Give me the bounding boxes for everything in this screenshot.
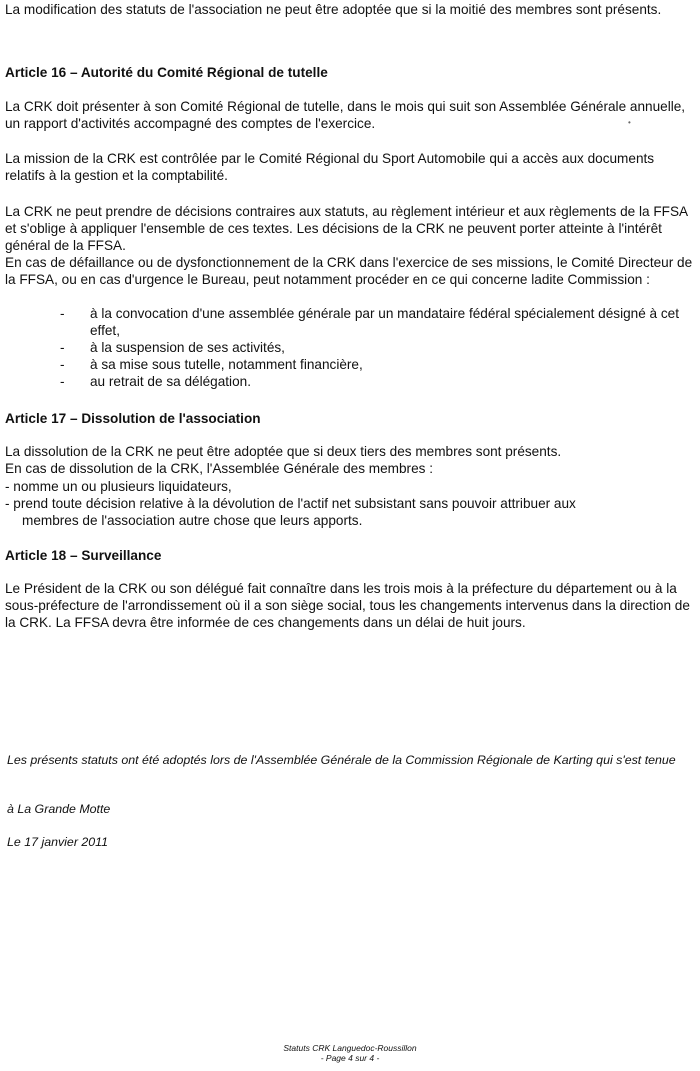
adoption-statement: Les présents statuts ont été adoptés lors de l'Assemblée Générale de la Commission Régionale de Karting qui s'est tenue: [7, 753, 676, 767]
article-16-measures-list: [60, 305, 690, 390]
adoption-date: Le 17 janvier 2011: [7, 835, 109, 849]
article-17-title: Article 17 – Dissolution de l'association: [5, 411, 261, 426]
intro-paragraph: La modification des statuts de l'association ne peut être adoptée que si la moitié des membres sont présents.: [5, 2, 662, 17]
adoption-place: à La Grande Motte: [7, 802, 111, 816]
list-item: - à la convocation d'une assemblée générale par un mandataire fédéral spécialement désigné à cet effet,: [60, 306, 680, 338]
article-16-paragraph-4: En cas de défaillance ou de dysfonctionnement de la CRK dans l'exercice de ses missions, le Comité Directeur de la FFSA, ou en cas d'urgence le Bureau, peut notamment procéder en ce qui concerne ladite Commission :: [5, 255, 693, 287]
article-16-title: Article 16 – Autorité du Comité Régional de tutelle: [5, 65, 328, 80]
article-18-paragraph: Le Président de la CRK ou son délégué fait connaître dans les trois mois à la préfecture du département ou à la sous-préfecture de l'arrondissement où il a son siège social, tous les changements intervenus dans la direction de la CRK. La FFSA devra être informée de ces changements dans un délai de huit jours.: [5, 581, 690, 630]
article-17-list: [5, 478, 695, 529]
article-17-paragraph-2: En cas de dissolution de la CRK, l'Assemblée Générale des membres :: [5, 461, 433, 476]
article-16-paragraph-3: La CRK ne peut prendre de décisions contraires aux statuts, au règlement intérieur et aux règlements de la FFSA et s'oblige à appliquer l'ensemble de ces textes. Les décisions de la CRK ne peuvent porter atteinte à l'intérêt général de la FFSA.: [5, 204, 688, 253]
article-16-paragraph-2: La mission de la CRK est contrôlée par le Comité Régional du Sport Automobile qui a accès aux documents relatifs à la gestion et la comptabilité.: [5, 151, 655, 183]
page-footer: [0, 1043, 700, 1063]
scan-speck-icon: •: [628, 118, 631, 127]
list-item: - à la suspension de ses activités,: [60, 340, 285, 355]
footer-document-title: Statuts CRK Languedoc-Roussillon: [283, 1043, 417, 1053]
list-item: - nomme un ou plusieurs liquidateurs,: [5, 479, 232, 494]
list-item: - prend toute décision relative à la dévolution de l'actif net subsistant sans pouvoir attribuer aux membres de l'association autre chose que leurs apports.: [5, 496, 576, 528]
footer-page-number: - Page 4 sur 4 -: [320, 1053, 380, 1063]
list-item: - à sa mise sous tutelle, notamment financière,: [60, 357, 363, 372]
list-item: - au retrait de sa délégation.: [60, 374, 251, 389]
article-17-paragraph-1: La dissolution de la CRK ne peut être adoptée que si deux tiers des membres sont présents.: [5, 444, 562, 459]
article-18-title: Article 18 – Surveillance: [5, 548, 162, 563]
article-16-paragraph-1: La CRK doit présenter à son Comité Régional de tutelle, dans le mois qui suit son Assemblée Générale annuelle, un rapport d'activités accompagné des comptes de l'exercice.: [5, 99, 686, 131]
